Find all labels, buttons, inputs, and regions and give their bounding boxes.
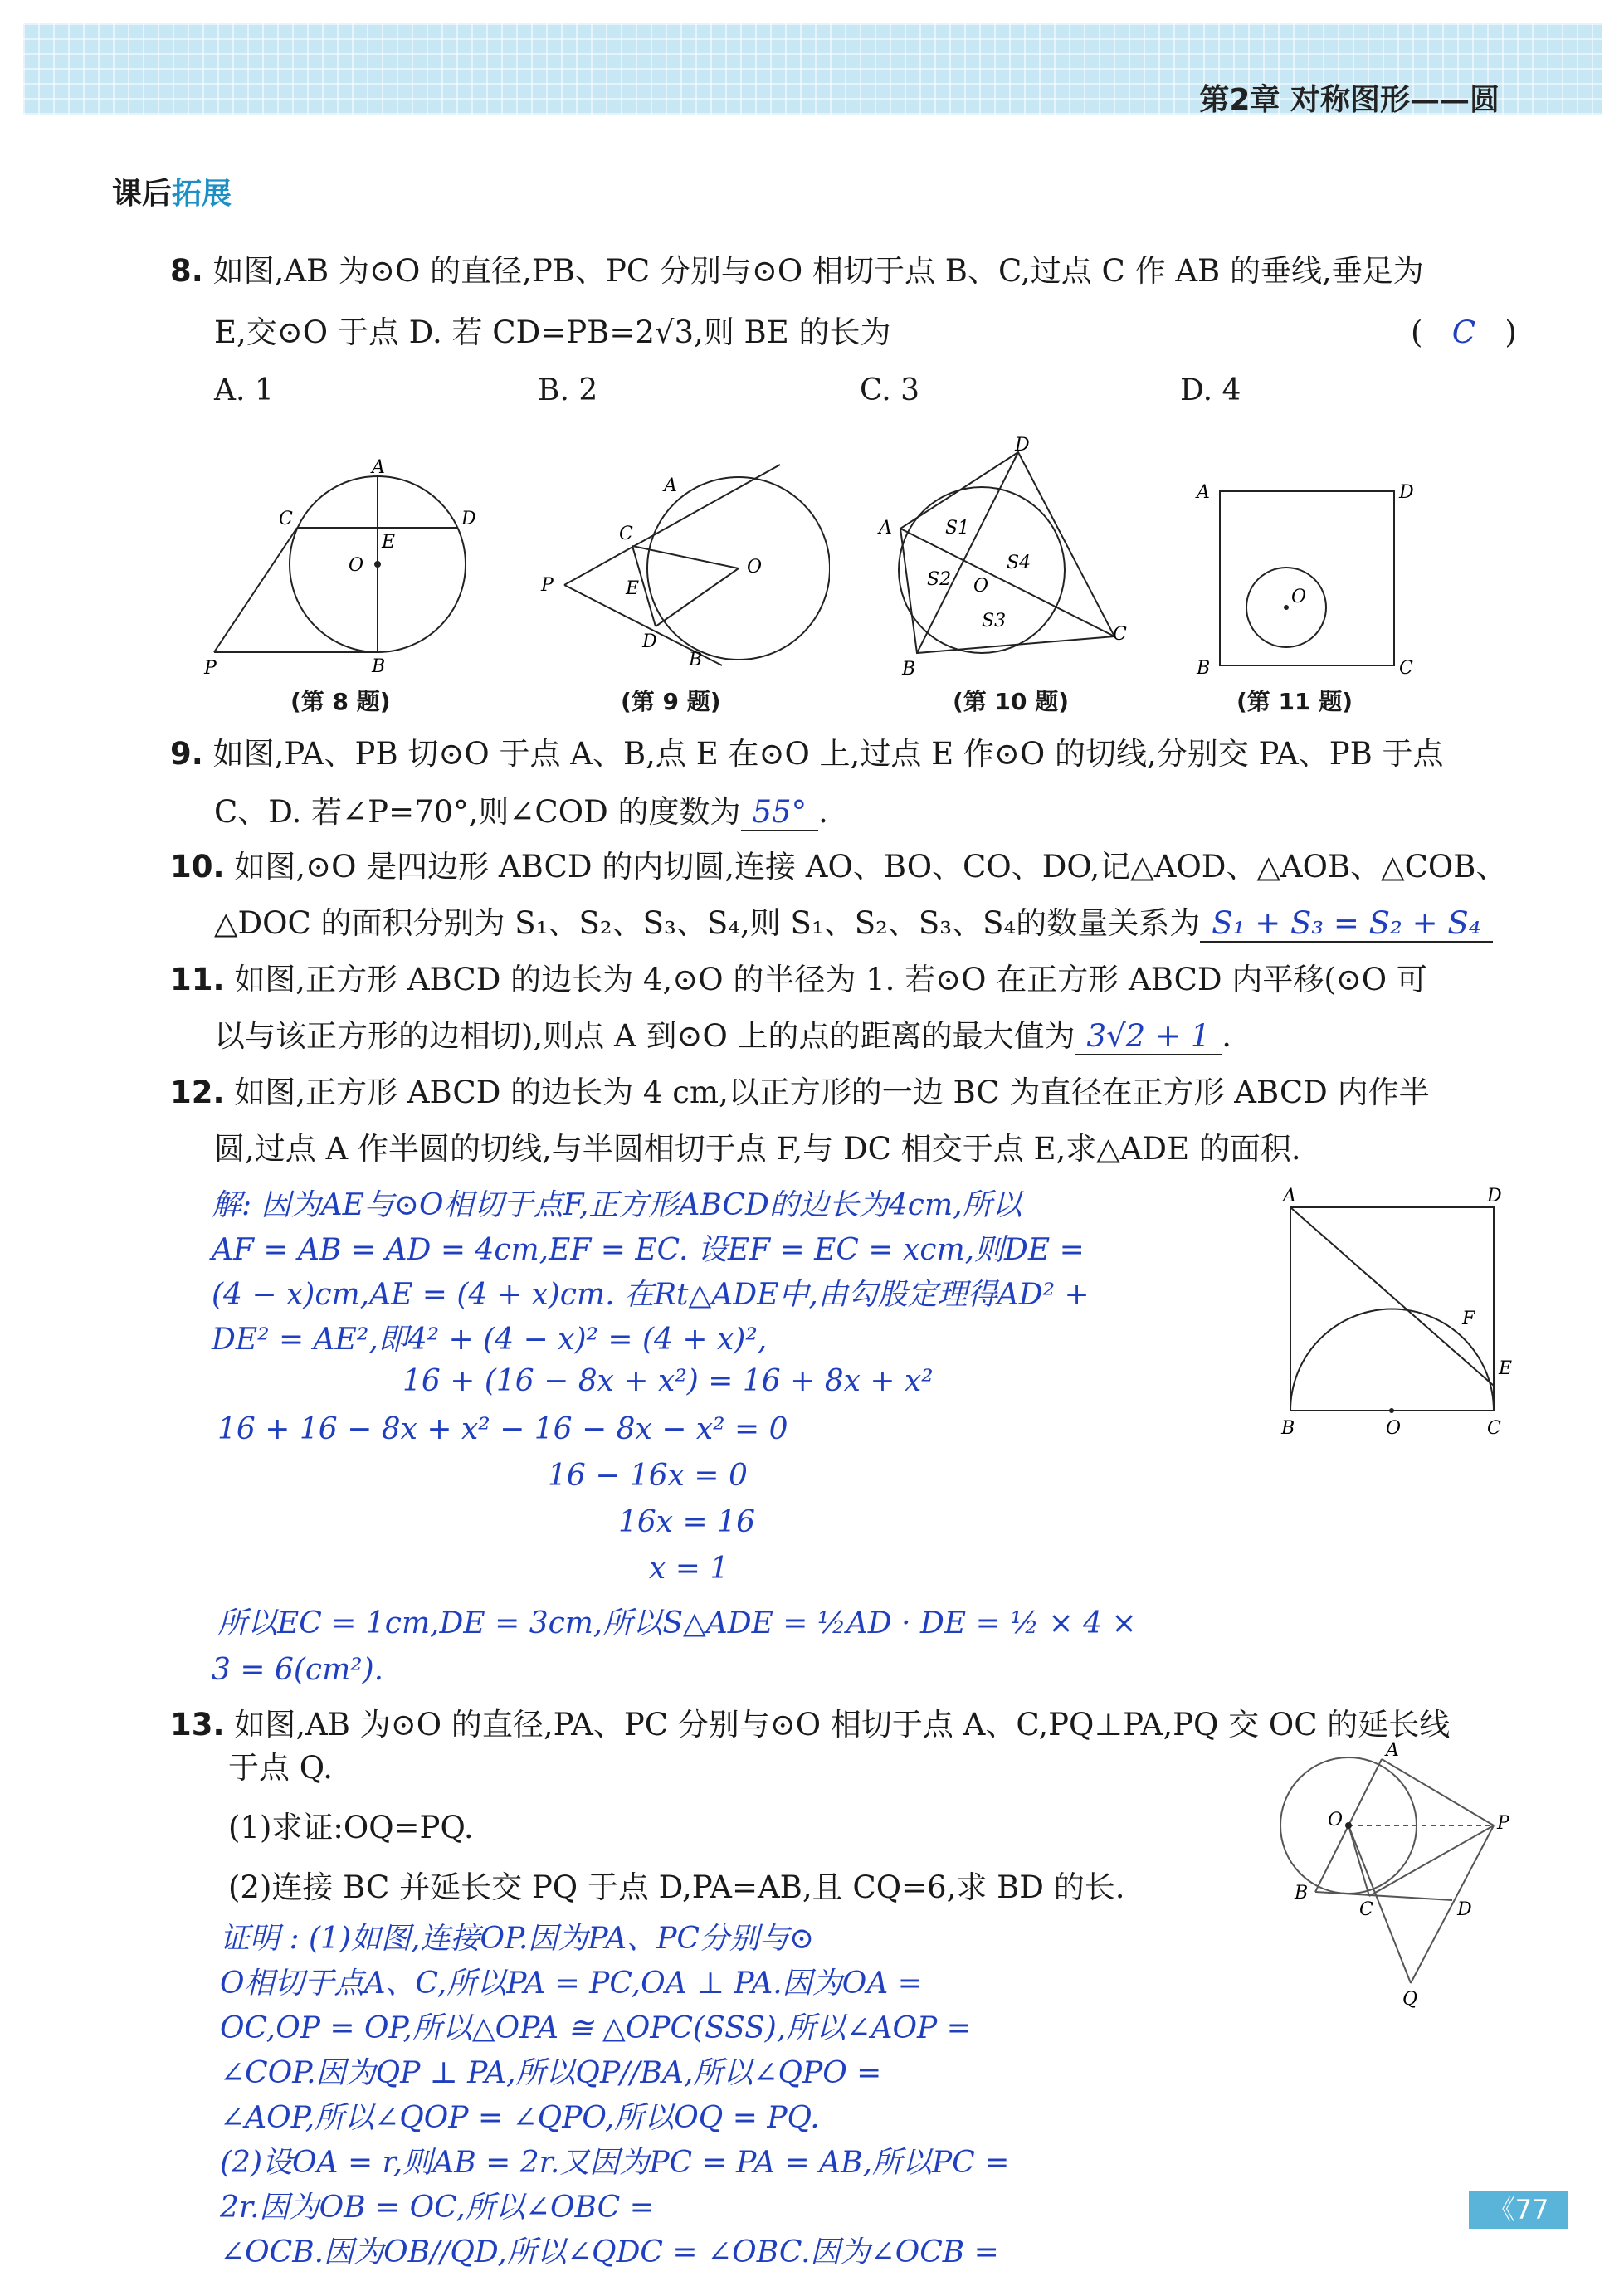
section-title bbox=[112, 170, 232, 212]
q10-line1: 如图,⊙O 是四边形 ABCD 的内切圆,连接 AO、BO、CO、DO,记△AOD、△AOB、△COB、 bbox=[234, 849, 1507, 885]
q11-line2-end: . bbox=[1222, 1018, 1232, 1054]
q13-sol-5: (2)设OA = r,则AB = 2r.又因为PC = PA = AB,所以PC = bbox=[220, 2146, 1010, 2180]
fig8-label-b: B bbox=[372, 656, 386, 677]
q13-sol-6: 2r.因为OB = OC,所以∠OBC = bbox=[220, 2191, 655, 2225]
q12-sol-5: 16 + 16 − 8x + x² − 16 − 8x − x² = 0 bbox=[217, 1412, 788, 1446]
fig13-label-o: O bbox=[1328, 1810, 1344, 1830]
q12-sol-4: 16 + (16 − 8x + x²) = 16 + 8x + x² bbox=[402, 1364, 934, 1398]
q13-line1: 如图,AB 为⊙O 的直径,PA、PC 分别与⊙O 相切于点 A、C,PQ⊥PA,PQ 交 OC 的延长线 bbox=[234, 1707, 1451, 1743]
q10-answer: S₁ + S₃ = S₂ + S₄ bbox=[1200, 905, 1492, 943]
q12-sol-1: AF = AB = AD = 4cm,EF = EC. 设EF = EC = xcm,则DE = bbox=[212, 1233, 1085, 1267]
q8-number: 8. bbox=[170, 253, 203, 289]
q10-number: 10. bbox=[170, 849, 225, 885]
fig11-label-b: B bbox=[1197, 658, 1211, 679]
fig10-label-d: D bbox=[1015, 436, 1030, 456]
fig9-label-d: D bbox=[642, 631, 657, 652]
q12-sol-7: 16x = 16 bbox=[618, 1505, 755, 1539]
question-9 bbox=[170, 725, 1531, 783]
figure-8 bbox=[199, 448, 498, 689]
fig9-label-o: O bbox=[747, 557, 763, 578]
fig13-label-c: C bbox=[1359, 1899, 1373, 1920]
caption-8: (第 8 题) bbox=[290, 688, 391, 715]
fig10-label-s4: S4 bbox=[1007, 553, 1031, 573]
fig10-label-a: A bbox=[879, 518, 892, 539]
fig9-label-c: C bbox=[619, 524, 633, 544]
q12-sol-9: 所以EC = 1cm,DE = 3cm,所以S△ADE = ½AD · DE = ½ × 4 × bbox=[217, 1606, 1137, 1640]
fig11-label-o: O bbox=[1291, 587, 1307, 607]
figure-11 bbox=[1187, 473, 1427, 680]
caption-10: (第 10 题) bbox=[953, 688, 1070, 715]
q13-part1: (1)求证:OQ=PQ. bbox=[228, 1810, 474, 1845]
q12-sol-8: x = 1 bbox=[649, 1552, 729, 1586]
fig8-label-o: O bbox=[349, 555, 364, 576]
fig13-label-a: A bbox=[1386, 1740, 1399, 1761]
section-tag: 拓展 bbox=[172, 177, 232, 211]
caption-9: (第 9 题) bbox=[621, 688, 721, 715]
fig10-label-o: O bbox=[973, 576, 989, 597]
figure-13 bbox=[1270, 1734, 1519, 2016]
page-number-value: 77 bbox=[1514, 2194, 1549, 2225]
fig13-label-p: P bbox=[1497, 1813, 1509, 1834]
q13-line2: 于点 Q. bbox=[228, 1750, 334, 1786]
fig13-label-d: D bbox=[1457, 1899, 1472, 1920]
fig11-label-c: C bbox=[1399, 658, 1413, 679]
q9-line2-text: C、D. 若∠P=70°,则∠COD 的度数为 bbox=[214, 794, 741, 830]
fig8-label-d: D bbox=[461, 509, 476, 529]
q8-option-a: A. 1 bbox=[214, 373, 274, 407]
q8-option-b: B. 2 bbox=[538, 373, 598, 407]
q12-sol-3: DE² = AE²,即4² + (4 − x)² = (4 + x)², bbox=[212, 1323, 768, 1357]
fig11-label-a: A bbox=[1197, 482, 1210, 503]
q13-sol-7: ∠OCB.因为OB//QD,所以∠QDC = ∠OBC.因为∠OCB = bbox=[220, 2235, 999, 2269]
question-10 bbox=[170, 838, 1531, 896]
fig13-label-b: B bbox=[1295, 1883, 1309, 1903]
fig11-label-d: D bbox=[1399, 482, 1414, 503]
q13-sol-0: 证明 : (1)如图,连接OP.因为PA、PC分别与⊙ bbox=[220, 1922, 815, 1956]
caption-11: (第 11 题) bbox=[1236, 688, 1353, 715]
q11-line2 bbox=[214, 1007, 1231, 1065]
fig10-label-s1: S1 bbox=[945, 518, 970, 539]
q8-line1: 如图,AB 为⊙O 的直径,PB、PC 分别与⊙O 相切于点 B、C,过点 C 作 AB 的垂线,垂足为 bbox=[212, 253, 1424, 289]
fig13-label-q: Q bbox=[1402, 1989, 1418, 2010]
fig10-label-c: C bbox=[1113, 624, 1127, 645]
q8-answer: C bbox=[1451, 314, 1476, 350]
q10-line2 bbox=[214, 894, 1493, 953]
section-prefix: 课后 bbox=[112, 177, 173, 211]
fig12-label-d: D bbox=[1487, 1186, 1502, 1206]
q12-sol-10: 3 = 6(cm²). bbox=[212, 1653, 384, 1687]
q12-sol-2: (4 − x)cm,AE = (4 + x)cm. 在Rt△ADE中,由勾股定理得AD² + bbox=[212, 1278, 1090, 1312]
q8-option-d: D. 4 bbox=[1180, 373, 1241, 407]
q13-number: 13. bbox=[170, 1707, 225, 1743]
q11-line2-text: 以与该正方形的边相切),则点 A 到⊙O 上的点的距离的最大值为 bbox=[214, 1018, 1075, 1054]
q9-number: 9. bbox=[170, 736, 203, 772]
fig12-label-e: E bbox=[1499, 1358, 1513, 1379]
q13-sol-4: ∠AOP,所以∠QOP = ∠QPO,所以OQ = PQ. bbox=[220, 2101, 820, 2135]
q12-number: 12. bbox=[170, 1075, 225, 1110]
fig8-label-e: E bbox=[382, 532, 396, 553]
fig9-label-b: B bbox=[689, 650, 703, 670]
fig10-label-b: B bbox=[902, 659, 916, 680]
q13-sol-3: ∠COP.因为QP ⊥ PA,所以QP//BA,所以∠QPO = bbox=[220, 2056, 882, 2090]
q9-line2-end: . bbox=[818, 794, 828, 830]
q13-part2: (2)连接 BC 并延长交 PQ 于点 D,PA=AB,且 CQ=6,求 BD 的长. bbox=[228, 1869, 1125, 1905]
fig8-label-p: P bbox=[204, 658, 217, 679]
q10-line2-text: △DOC 的面积分别为 S₁、S₂、S₃、S₄,则 S₁、S₂、S₃、S₄的数量关系为 bbox=[214, 905, 1201, 941]
figure-10 bbox=[867, 436, 1141, 685]
q9-line2 bbox=[214, 783, 828, 841]
question-11 bbox=[170, 951, 1531, 1009]
chapter-title: 第2章 对称图形——圆 bbox=[1199, 83, 1500, 117]
fig12-label-o: O bbox=[1386, 1418, 1402, 1439]
q11-number: 11. bbox=[170, 962, 225, 997]
q11-answer: 3√2 + 1 bbox=[1075, 1018, 1222, 1055]
question-12 bbox=[170, 1064, 1531, 1122]
fig12-label-b: B bbox=[1281, 1418, 1295, 1439]
page-number: 《77 bbox=[1469, 2191, 1568, 2229]
q12-sol-0: 解: 因为AE与⊙O相切于点F,正方形ABCD的边长为4cm,所以 bbox=[212, 1188, 1022, 1222]
fig12-label-a: A bbox=[1283, 1186, 1296, 1206]
fig10-label-s2: S2 bbox=[927, 569, 952, 590]
q12-line2: 圆,过点 A 作半圆的切线,与半圆相切于点 F,与 DC 相交于点 E,求△ADE 的面积. bbox=[214, 1131, 1301, 1167]
fig8-label-c: C bbox=[279, 509, 293, 529]
q9-answer: 55° bbox=[741, 794, 819, 831]
fig9-label-p: P bbox=[541, 575, 554, 596]
fig12-label-c: C bbox=[1487, 1418, 1501, 1439]
q8-line2: E,交⊙O 于点 D. 若 CD=PB=2√3,则 BE 的长为 bbox=[214, 314, 891, 350]
q12-sol-6: 16 − 16x = 0 bbox=[548, 1459, 748, 1493]
fig12-label-f: F bbox=[1462, 1309, 1475, 1329]
q13-sol-2: OC,OP = OP,所以△OPA ≅ △OPC(SSS),所以∠AOP = bbox=[220, 2011, 972, 2045]
q13-sol-1: O相切于点A、C,所以PA = PC,OA ⊥ PA.因为OA = bbox=[220, 1967, 923, 2001]
fig9-label-e: E bbox=[626, 578, 640, 599]
q11-line1: 如图,正方形 ABCD 的边长为 4,⊙O 的半径为 1. 若⊙O 在正方形 ABCD 内平移(⊙O 可 bbox=[234, 962, 1427, 997]
fig8-label-a: A bbox=[372, 457, 385, 478]
fig9-label-a: A bbox=[664, 475, 677, 496]
q8-option-c: C. 3 bbox=[860, 373, 920, 407]
figure-9 bbox=[531, 448, 830, 689]
question-8 bbox=[170, 242, 1514, 300]
figure-12 bbox=[1270, 1178, 1527, 1444]
q8-answer-bracket: ( C ) bbox=[1411, 314, 1517, 350]
fig10-label-s3: S3 bbox=[982, 611, 1007, 631]
q12-line1: 如图,正方形 ABCD 的边长为 4 cm,以正方形的一边 BC 为直径在正方形 ABCD 内作半 bbox=[234, 1075, 1430, 1110]
q9-line1: 如图,PA、PB 切⊙O 于点 A、B,点 E 在⊙O 上,过点 E 作⊙O 的切线,分别交 PA、PB 于点 bbox=[212, 736, 1444, 772]
